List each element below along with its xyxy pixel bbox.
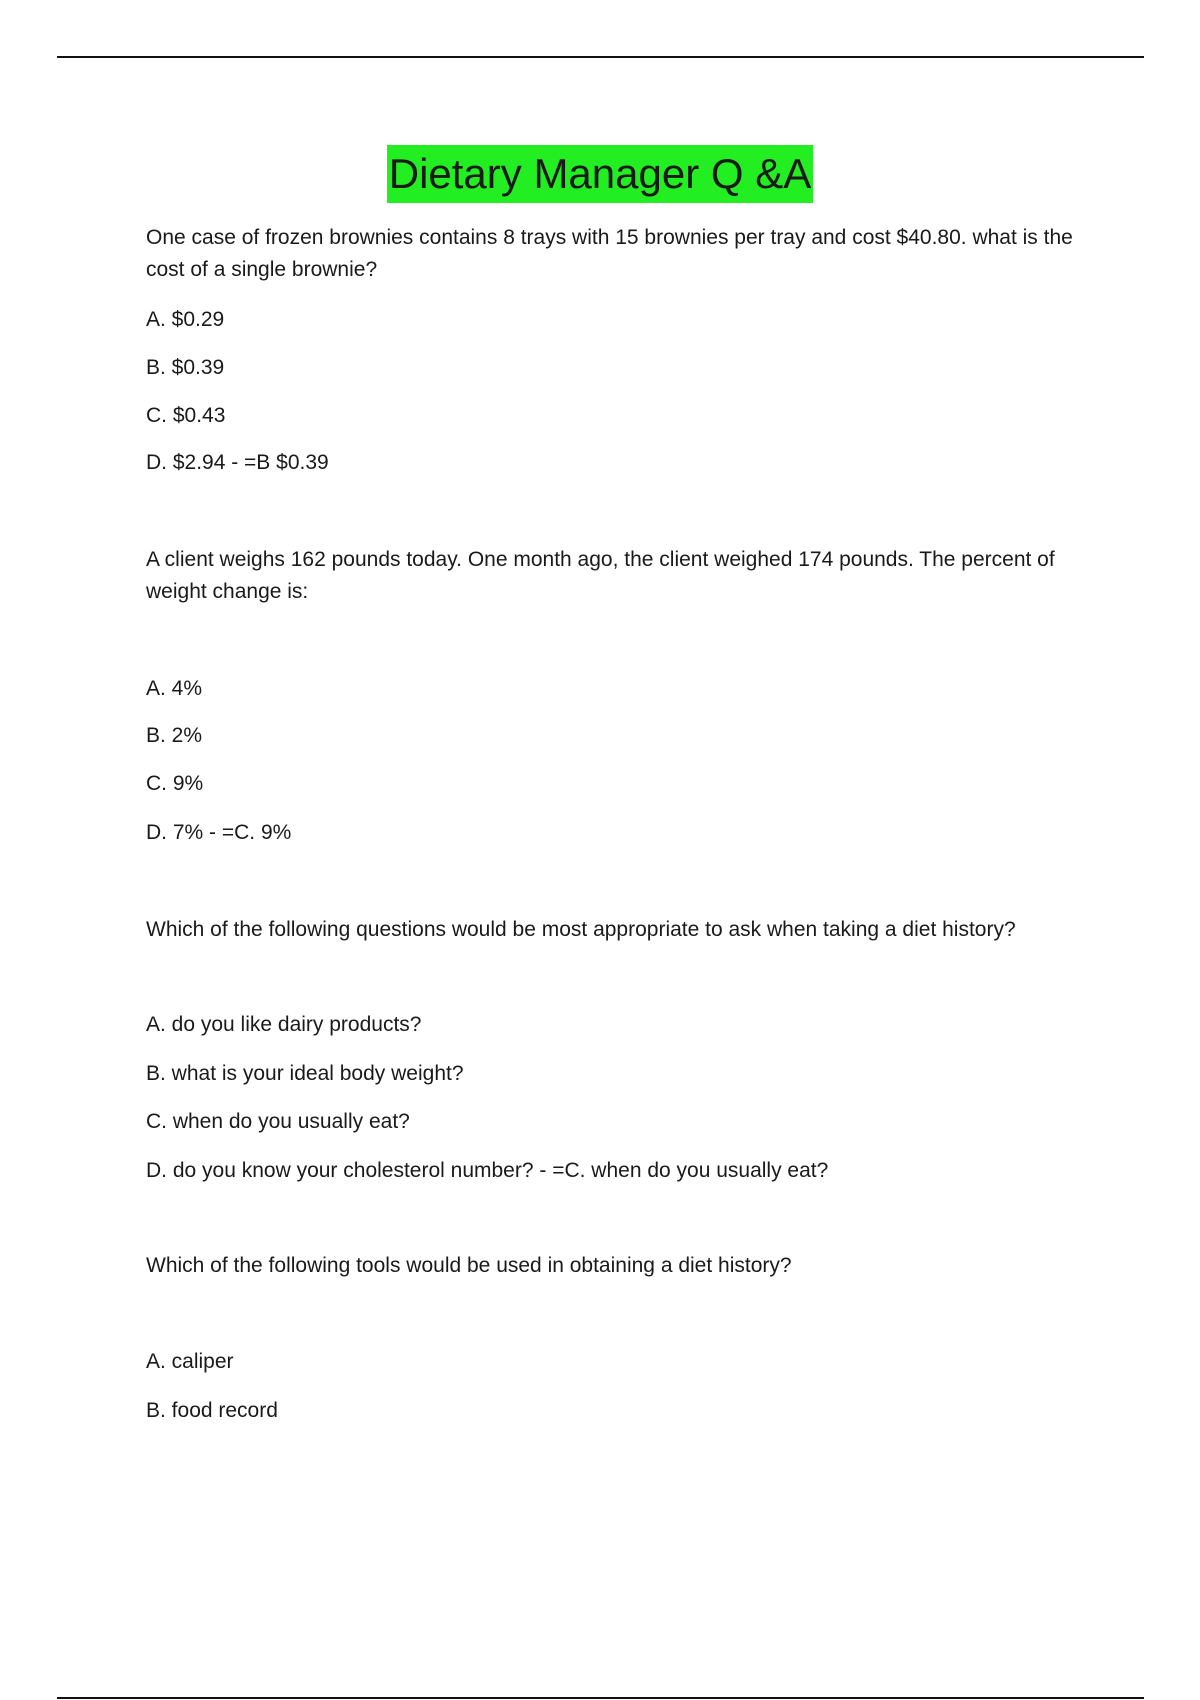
question-2-option-c: C. 9%: [146, 772, 204, 795]
question-1-option-a: A. $0.29: [146, 308, 225, 331]
question-4-text: Which of the following tools would be used in obtaining a diet history?: [146, 1254, 792, 1277]
question-3-option-d: D. do you know your cholesterol number? - =C. when do you usually eat?: [146, 1159, 829, 1182]
question-4-option-a: A. caliper: [146, 1350, 234, 1373]
question-1-option-b: B. $0.39: [146, 356, 225, 379]
top-rule: [57, 56, 1144, 58]
question-1-option-d: D. $2.94 - =B $0.39: [146, 451, 329, 474]
question-2-option-d: D. 7% - =C. 9%: [146, 821, 292, 844]
title-container: [0, 145, 1200, 203]
page-title: Dietary Manager Q &A: [387, 145, 814, 203]
question-1-text: One case of frozen brownies contains 8 trays with 15 brownies per tray and cost $40.80. what is the cost of a single brownie?: [146, 226, 1073, 281]
bottom-rule: [57, 1697, 1144, 1699]
question-3-option-a: A. do you like dairy products?: [146, 1013, 422, 1036]
question-3-option-b: B. what is your ideal body weight?: [146, 1062, 464, 1085]
question-3-option-c: C. when do you usually eat?: [146, 1110, 410, 1133]
question-1-option-c: C. $0.43: [146, 404, 226, 427]
question-2-text: A client weighs 162 pounds today. One month ago, the client weighed 174 pounds. The percent of weight change is:: [146, 548, 1055, 603]
question-2-option-a: A. 4%: [146, 677, 203, 700]
question-3-text: Which of the following questions would be most appropriate to ask when taking a diet history?: [146, 918, 1016, 941]
question-2-option-b: B. 2%: [146, 724, 203, 747]
question-4-option-b: B. food record: [146, 1399, 278, 1422]
